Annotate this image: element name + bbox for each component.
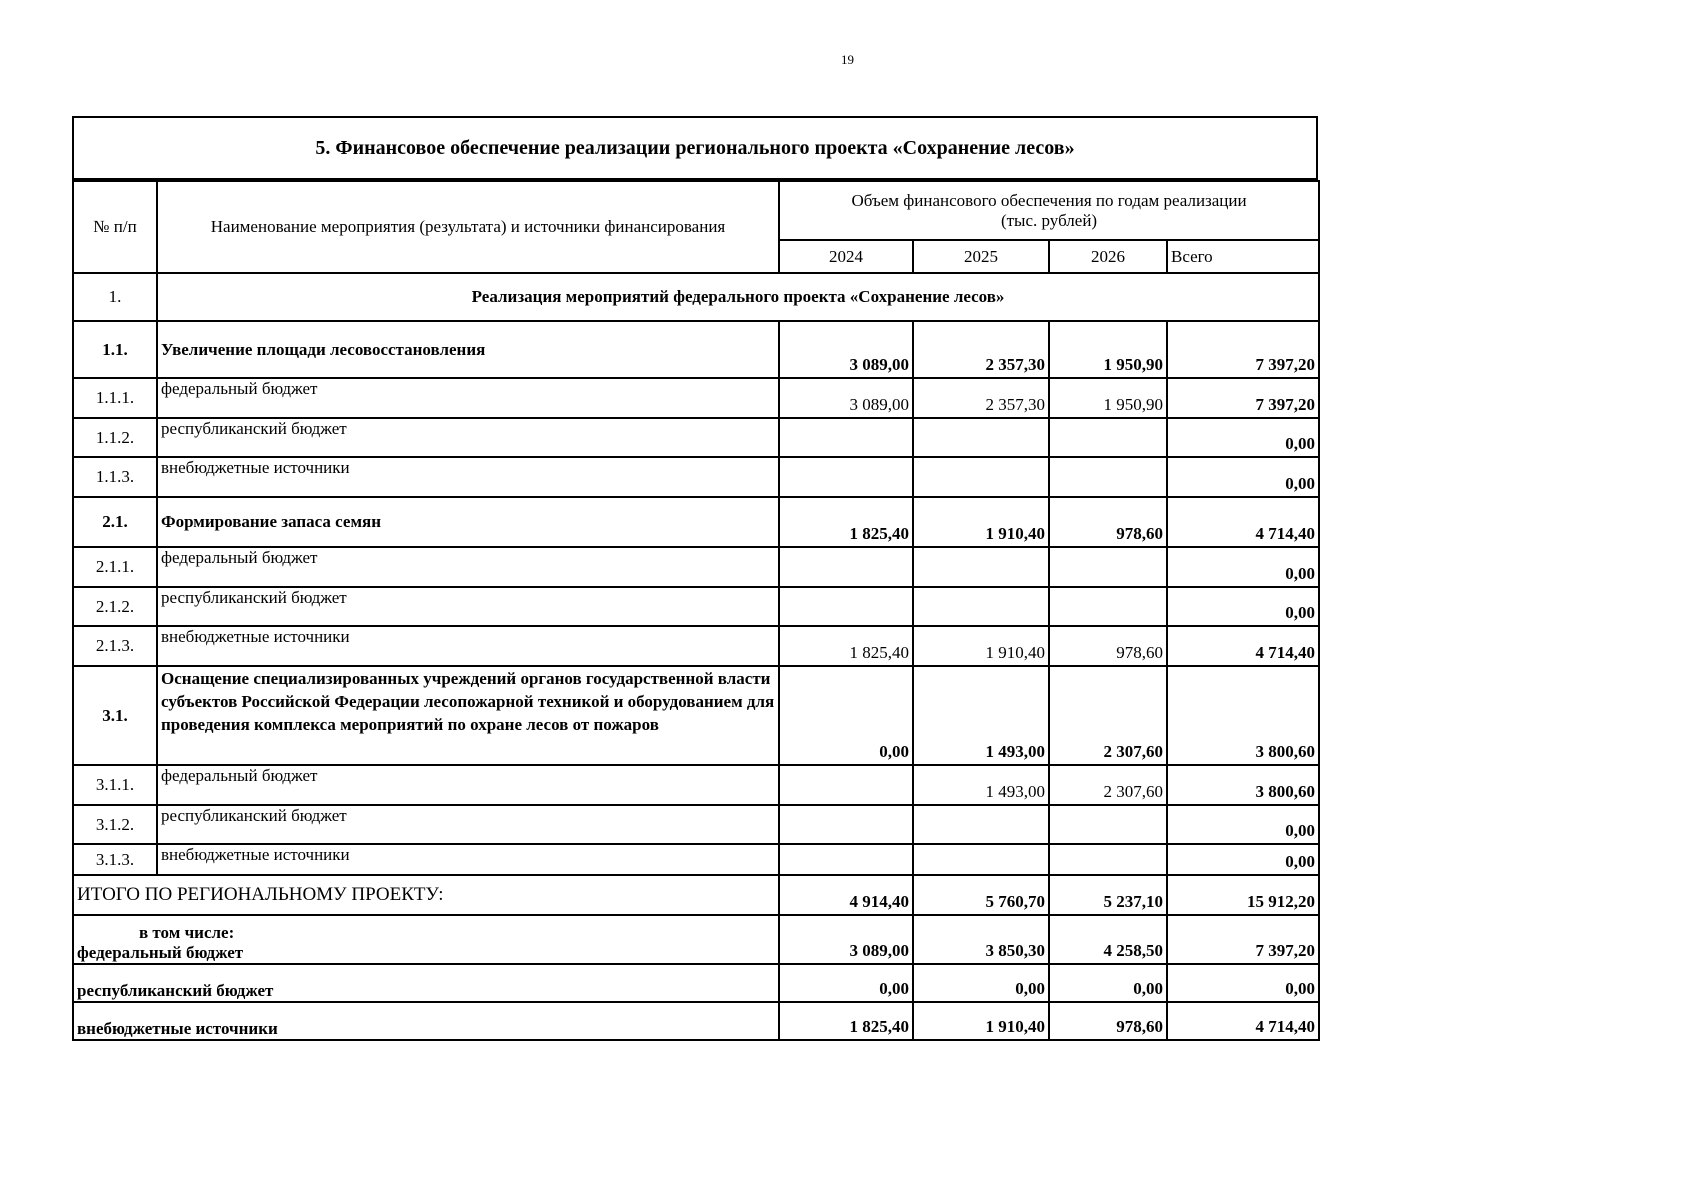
extra-value-total: 4 714,40 [1167,1002,1319,1040]
row-value-2026: 1 950,90 [1049,321,1167,378]
row-value-2026 [1049,418,1167,457]
row-value-2026: 978,60 [1049,626,1167,666]
federal-value-2024: 3 089,00 [779,915,913,964]
row-value-2024: 0,00 [779,666,913,765]
row-value-2024 [779,418,913,457]
row-num: 1.1. [73,321,157,378]
republic-value-total: 0,00 [1167,964,1319,1002]
row-name: Увеличение площади лесовосстановления [157,321,779,378]
row-value-2026 [1049,457,1167,497]
row-value-2025 [913,587,1049,626]
row-value-2024: 3 089,00 [779,321,913,378]
including-label: в том числе: [139,923,235,942]
row-name: федеральный бюджет [157,547,779,587]
total-extra-row [73,1002,1319,1040]
total-republic-row [73,964,1319,1002]
row-value-2024: 3 089,00 [779,378,913,418]
table-row [73,418,1319,457]
federal-value-2025: 3 850,30 [913,915,1049,964]
header-volume-line2: (тыс. рублей) [1000,210,1098,230]
extra-label: внебюджетные источники [73,1002,779,1040]
row-value-2025: 1 910,40 [913,626,1049,666]
row-name: Формирование запаса семян [157,497,779,547]
row-num: 3.1.1. [73,765,157,805]
row-value-2024 [779,844,913,875]
row-num: 2.1.1. [73,547,157,587]
row-value-total: 4 714,40 [1167,497,1319,547]
table-row [73,844,1319,875]
row-value-2026: 2 307,60 [1049,666,1167,765]
header-volume [779,181,1319,240]
row-value-total: 0,00 [1167,547,1319,587]
row-num: 2.1. [73,497,157,547]
row-value-2024 [779,805,913,844]
page-number: 19 [841,52,854,67]
row-value-2025 [913,805,1049,844]
row-num: 3.1.2. [73,805,157,844]
federal-value-total: 7 397,20 [1167,915,1319,964]
row-value-total: 0,00 [1167,457,1319,497]
section-title: Реализация мероприятий федерального проекта «Сохранение лесов» [157,273,1319,321]
row-name: федеральный бюджет [157,378,779,418]
row-value-2026 [1049,587,1167,626]
row-value-total: 3 800,60 [1167,666,1319,765]
table-title: 5. Финансовое обеспечение реализации регионального проекта «Сохранение лесов» [72,116,1318,180]
row-value-total: 4 714,40 [1167,626,1319,666]
republic-value-2026: 0,00 [1049,964,1167,1002]
row-value-2026 [1049,547,1167,587]
row-value-2025: 1 493,00 [913,765,1049,805]
row-value-total: 3 800,60 [1167,765,1319,805]
header-row [73,181,1319,240]
total-value-2025: 5 760,70 [913,875,1049,915]
row-value-total: 0,00 [1167,844,1319,875]
header-year-2026: 2026 [1049,240,1167,273]
extra-value-2025: 1 910,40 [913,1002,1049,1040]
row-value-total: 7 397,20 [1167,321,1319,378]
row-name: внебюджетные источники [157,457,779,497]
row-value-total: 0,00 [1167,587,1319,626]
row-value-2025: 1 493,00 [913,666,1049,765]
total-value-2026: 5 237,10 [1049,875,1167,915]
table-row [73,547,1319,587]
row-num: 3.1. [73,666,157,765]
extra-value-2026: 978,60 [1049,1002,1167,1040]
federal-value-2026: 4 258,50 [1049,915,1167,964]
table-row [73,587,1319,626]
table-row [73,765,1319,805]
row-name: внебюджетные источники [157,626,779,666]
total-row [73,875,1319,915]
table-row [73,497,1319,547]
row-num: 2.1.2. [73,587,157,626]
row-value-2024 [779,765,913,805]
republic-label: республиканский бюджет [73,964,779,1002]
section-row [73,273,1319,321]
table-row [73,321,1319,378]
row-value-2026: 2 307,60 [1049,765,1167,805]
row-value-2025 [913,844,1049,875]
federal-label: федеральный бюджет [77,943,244,962]
row-value-2025: 2 357,30 [913,321,1049,378]
row-value-2025 [913,547,1049,587]
row-value-2024: 1 825,40 [779,626,913,666]
financing-table [72,180,1320,1041]
header-year-2025: 2025 [913,240,1049,273]
row-name: федеральный бюджет [157,765,779,805]
row-value-2024: 1 825,40 [779,497,913,547]
row-value-2026 [1049,805,1167,844]
row-value-2026: 1 950,90 [1049,378,1167,418]
row-num: 1.1.2. [73,418,157,457]
header-name: Наименование мероприятия (результата) и источники финансирования [157,181,779,273]
table-row [73,378,1319,418]
row-value-2024 [779,547,913,587]
table-row [73,666,1319,765]
row-value-2024 [779,457,913,497]
table-row [73,457,1319,497]
row-num: 3.1.3. [73,844,157,875]
extra-value-2024: 1 825,40 [779,1002,913,1040]
row-num: 1.1.1. [73,378,157,418]
section-num: 1. [73,273,157,321]
row-name: республиканский бюджет [157,805,779,844]
row-num: 1.1.3. [73,457,157,497]
total-value-total: 15 912,20 [1167,875,1319,915]
row-name: Оснащение специализированных учреждений органов государственной власти субъектов Российской Федерации лесопожарной техникой и оборудованием для проведения комплекса мероприятий по охране лесов от пожаров [157,666,779,765]
total-label: ИТОГО ПО РЕГИОНАЛЬНОМУ ПРОЕКТУ: [73,875,779,915]
row-value-2026: 978,60 [1049,497,1167,547]
row-value-total: 7 397,20 [1167,378,1319,418]
row-value-total: 0,00 [1167,805,1319,844]
header-year-2024: 2024 [779,240,913,273]
republic-value-2025: 0,00 [913,964,1049,1002]
header-num: № п/п [73,181,157,273]
total-federal-row [73,915,1319,964]
row-value-2025: 1 910,40 [913,497,1049,547]
row-name: республиканский бюджет [157,418,779,457]
header-volume-line1: Объем финансового обеспечения по годам реализации [851,190,1247,210]
header-year-total: Всего [1167,240,1319,273]
row-value-2025 [913,457,1049,497]
row-value-total: 0,00 [1167,418,1319,457]
republic-value-2024: 0,00 [779,964,913,1002]
table-row [73,626,1319,666]
total-value-2024: 4 914,40 [779,875,913,915]
total-federal-label [73,915,779,964]
row-num: 2.1.3. [73,626,157,666]
row-value-2025: 2 357,30 [913,378,1049,418]
row-value-2026 [1049,844,1167,875]
row-name: внебюджетные источники [157,844,779,875]
row-value-2024 [779,587,913,626]
row-value-2025 [913,418,1049,457]
table-row [73,805,1319,844]
row-name: республиканский бюджет [157,587,779,626]
